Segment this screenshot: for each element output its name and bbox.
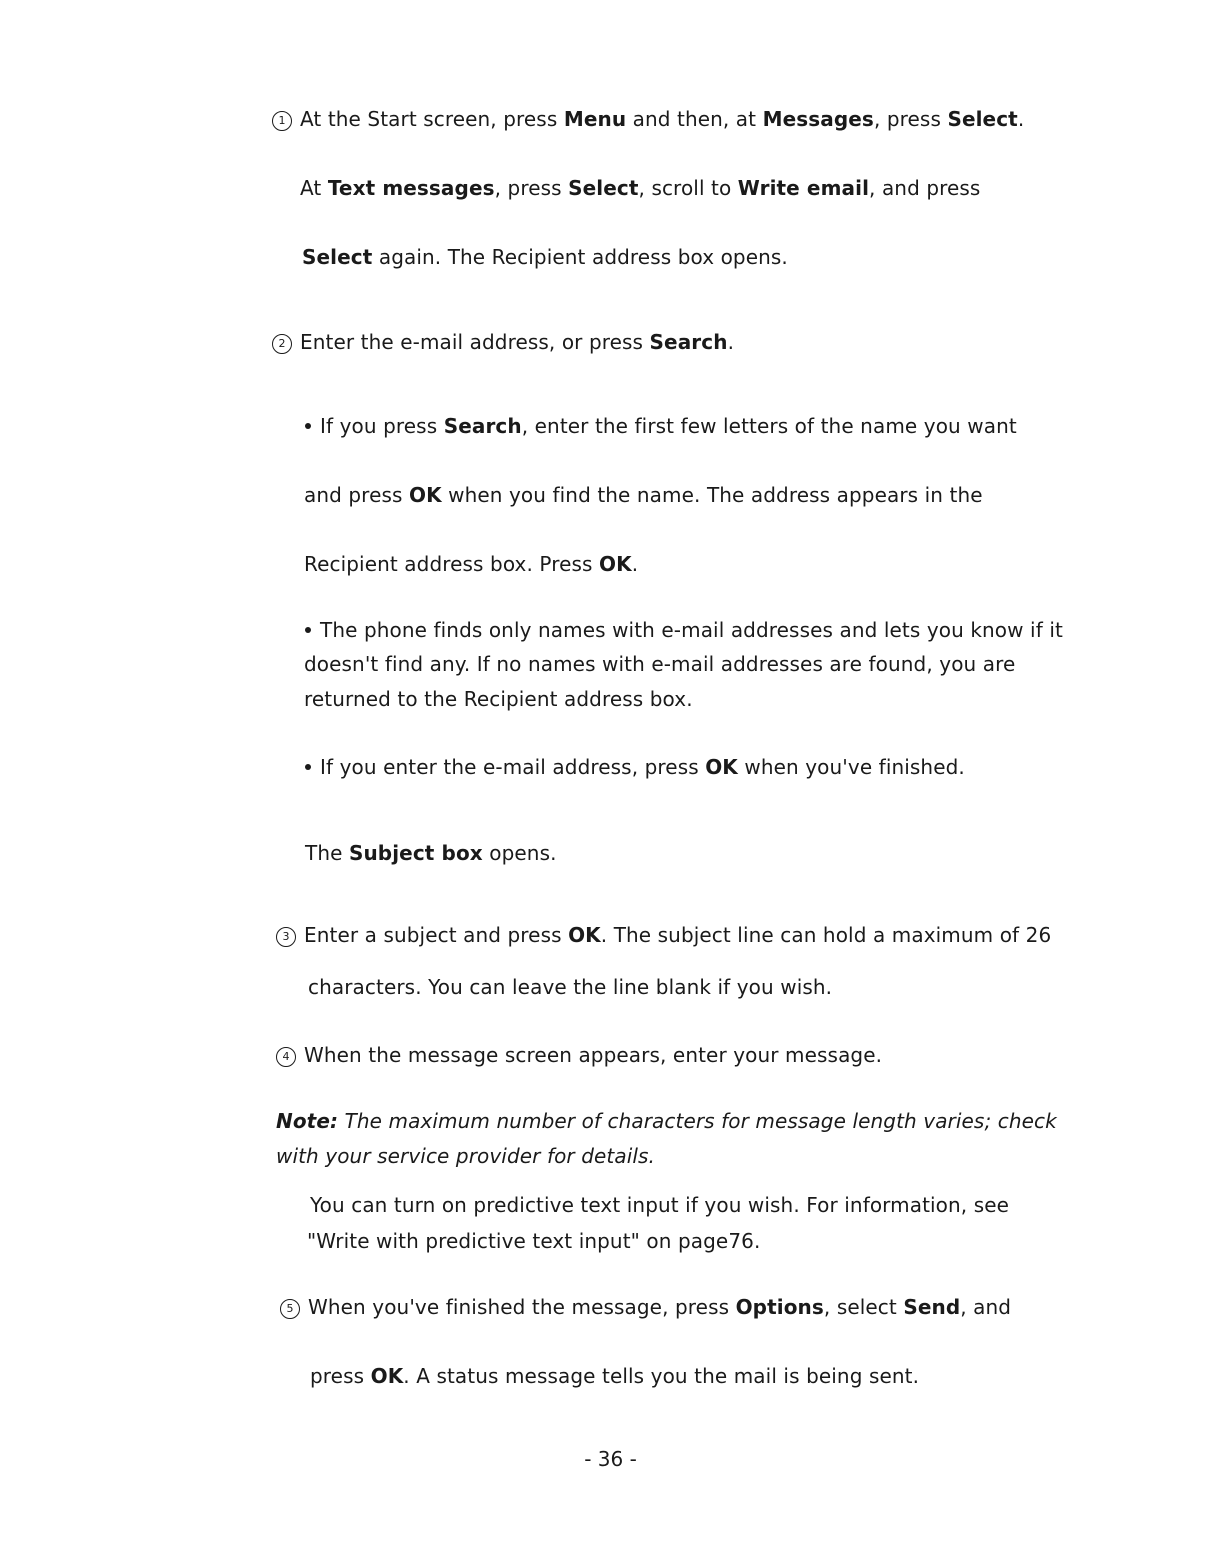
bullet-3-line-1: If you enter the e-mail address, press OK when you've finished. — [305, 755, 965, 779]
text-messages-keyword: Text messages — [327, 176, 495, 200]
step-3-line-1: 3 Enter a subject and press OK. The subject line can hold a maximum of 26 — [276, 923, 1051, 947]
ok-keyword: OK — [705, 755, 738, 779]
select-keyword: Select — [568, 176, 639, 200]
ok-keyword: OK — [568, 923, 601, 947]
bullet-icon — [305, 764, 311, 770]
bullet-icon — [305, 627, 311, 633]
step-1-line-2: At Text messages, press Select, scroll to Write email, and press — [300, 176, 981, 200]
bullet-1-line-2: and press OK when you find the name. The address appears in the — [304, 483, 983, 507]
subject-box-line: The Subject box opens. — [305, 841, 557, 865]
bullet-2-line-3: returned to the Recipient address box. — [304, 687, 693, 711]
select-keyword: Select — [302, 245, 373, 269]
bullet-icon — [305, 423, 311, 429]
subject-box-keyword: Subject box — [348, 841, 483, 865]
send-keyword: Send — [903, 1295, 961, 1319]
menu-keyword: Menu — [563, 107, 627, 131]
step-number-1: 1 — [272, 111, 292, 131]
step-number-4: 4 — [276, 1047, 296, 1067]
step-1-line-3: Select again. The Recipient address box opens. — [302, 245, 788, 269]
step-number-3: 3 — [276, 927, 296, 947]
bullet-1-line-3: Recipient address box. Press OK. — [304, 552, 639, 576]
predictive-line-1: You can turn on predictive text input if you wish. For information, see — [310, 1193, 1010, 1217]
bullet-1-line-1: If you press Search, enter the first few letters of the name you want — [305, 414, 1017, 438]
step-5-line-1: 5 When you've finished the message, press Options, select Send, and — [280, 1295, 1011, 1319]
page-number: - 36 - — [584, 1447, 637, 1471]
note-label: Note: — [276, 1109, 339, 1133]
predictive-line-2: "Write with predictive text input" on page76. — [307, 1229, 761, 1253]
step-number-2: 2 — [272, 334, 292, 354]
step-1-line-1: 1 At the Start screen, press Menu and then, at Messages, press Select. — [272, 107, 1024, 131]
bullet-2-line-1: The phone finds only names with e-mail addresses and lets you know if it — [305, 618, 1063, 642]
note-line-2: with your service provider for details. — [276, 1144, 655, 1168]
write-email-keyword: Write email — [737, 176, 870, 200]
step-2-line-1: 2 Enter the e-mail address, or press Search. — [272, 330, 734, 354]
ok-keyword: OK — [370, 1364, 404, 1388]
step-5-line-2: press OK. A status message tells you the mail is being sent. — [310, 1364, 920, 1388]
step-4-line-1: 4 When the message screen appears, enter your message. — [276, 1043, 882, 1067]
bullet-2-line-2: doesn't find any. If no names with e-mail addresses are found, you are — [304, 652, 1016, 676]
search-keyword: Search — [443, 414, 522, 438]
step-3-line-2: characters. You can leave the line blank if you wish. — [308, 975, 833, 999]
options-keyword: Options — [735, 1295, 824, 1319]
select-keyword: Select — [947, 107, 1018, 131]
messages-keyword: Messages — [762, 107, 874, 131]
ok-keyword: OK — [408, 483, 442, 507]
ok-keyword: OK — [598, 552, 632, 576]
note-line-1: Note: The maximum number of characters for message length varies; check — [276, 1109, 1057, 1133]
search-keyword: Search — [649, 330, 728, 354]
step-number-5: 5 — [280, 1299, 300, 1319]
